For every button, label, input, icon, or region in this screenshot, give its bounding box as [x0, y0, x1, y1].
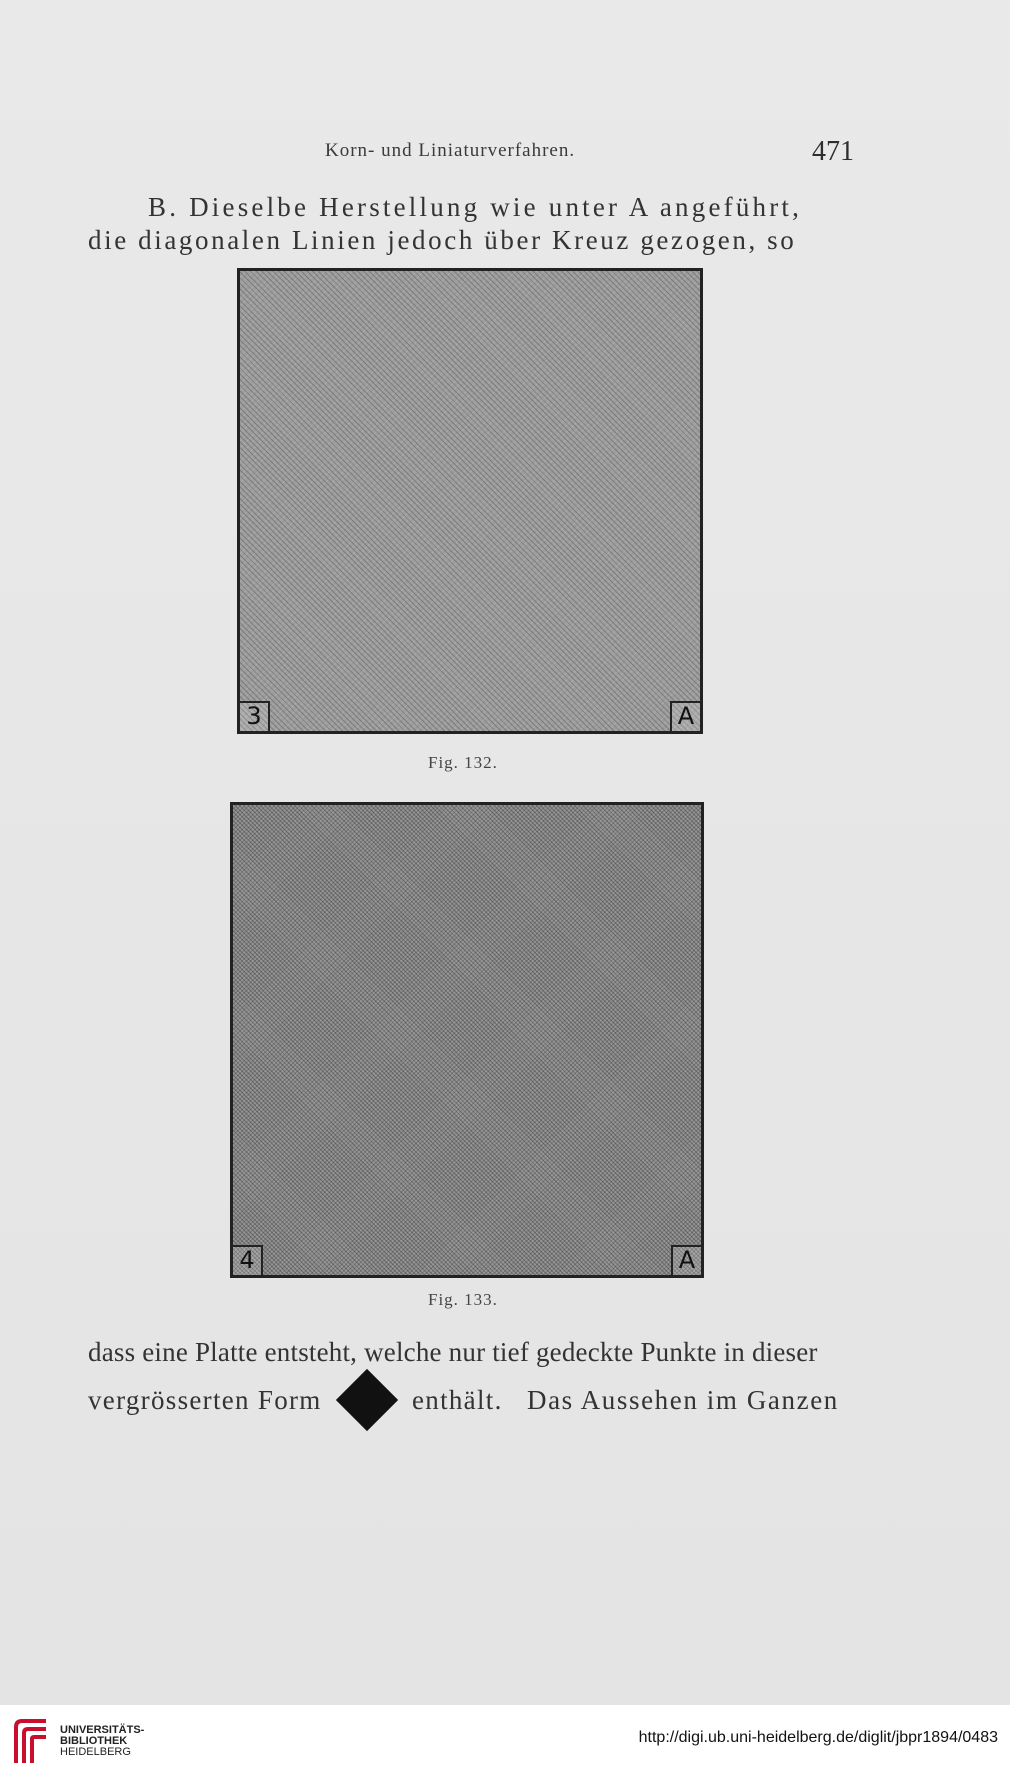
library-name-line: HEIDELBERG [60, 1746, 131, 1758]
library-logo-icon[interactable] [12, 1717, 52, 1767]
figure-caption: Fig. 133. [428, 1290, 498, 1309]
figure-corner-label: 3 [240, 701, 270, 731]
figure-132-halftone [237, 268, 703, 734]
paragraph-top-line-2: die diagonalen Linien jedoch über Kreuz gezogen, so [88, 225, 797, 255]
paragraph-bottom-line-2-start: vergrösserten Form [88, 1385, 322, 1415]
permalink-url[interactable]: http://digi.ub.uni-heidelberg.de/diglit/jbpr1894/0483 [638, 1729, 998, 1746]
figure-corner-label: A [671, 1245, 701, 1275]
library-name [60, 1725, 144, 1758]
figure-133-halftone [230, 802, 704, 1278]
figure-caption: Fig. 132. [428, 753, 498, 772]
library-name-line: BIBLIOTHEK [60, 1735, 128, 1747]
paragraph-bottom-line-2-mid: enthält. [412, 1385, 503, 1415]
figure-corner-label: 4 [233, 1245, 263, 1275]
page-number: 471 [812, 136, 854, 167]
paragraph-top-line-1: B. Dieselbe Herstellung wie unter A angeführt, [148, 192, 803, 222]
library-name-line: UNIVERSITÄTS- [60, 1724, 145, 1736]
paragraph-bottom-line-1: dass eine Platte entsteht, welche nur tief gedeckte Punkte in dieser [88, 1337, 818, 1367]
paragraph-bottom-line-2-end: Das Aussehen im Ganzen [527, 1385, 839, 1415]
figure-corner-label: A [670, 701, 700, 731]
footer-bar [0, 1705, 1010, 1778]
running-head: Korn- und Liniaturverfahren. [325, 140, 576, 161]
black-diamond-icon [336, 1369, 398, 1431]
